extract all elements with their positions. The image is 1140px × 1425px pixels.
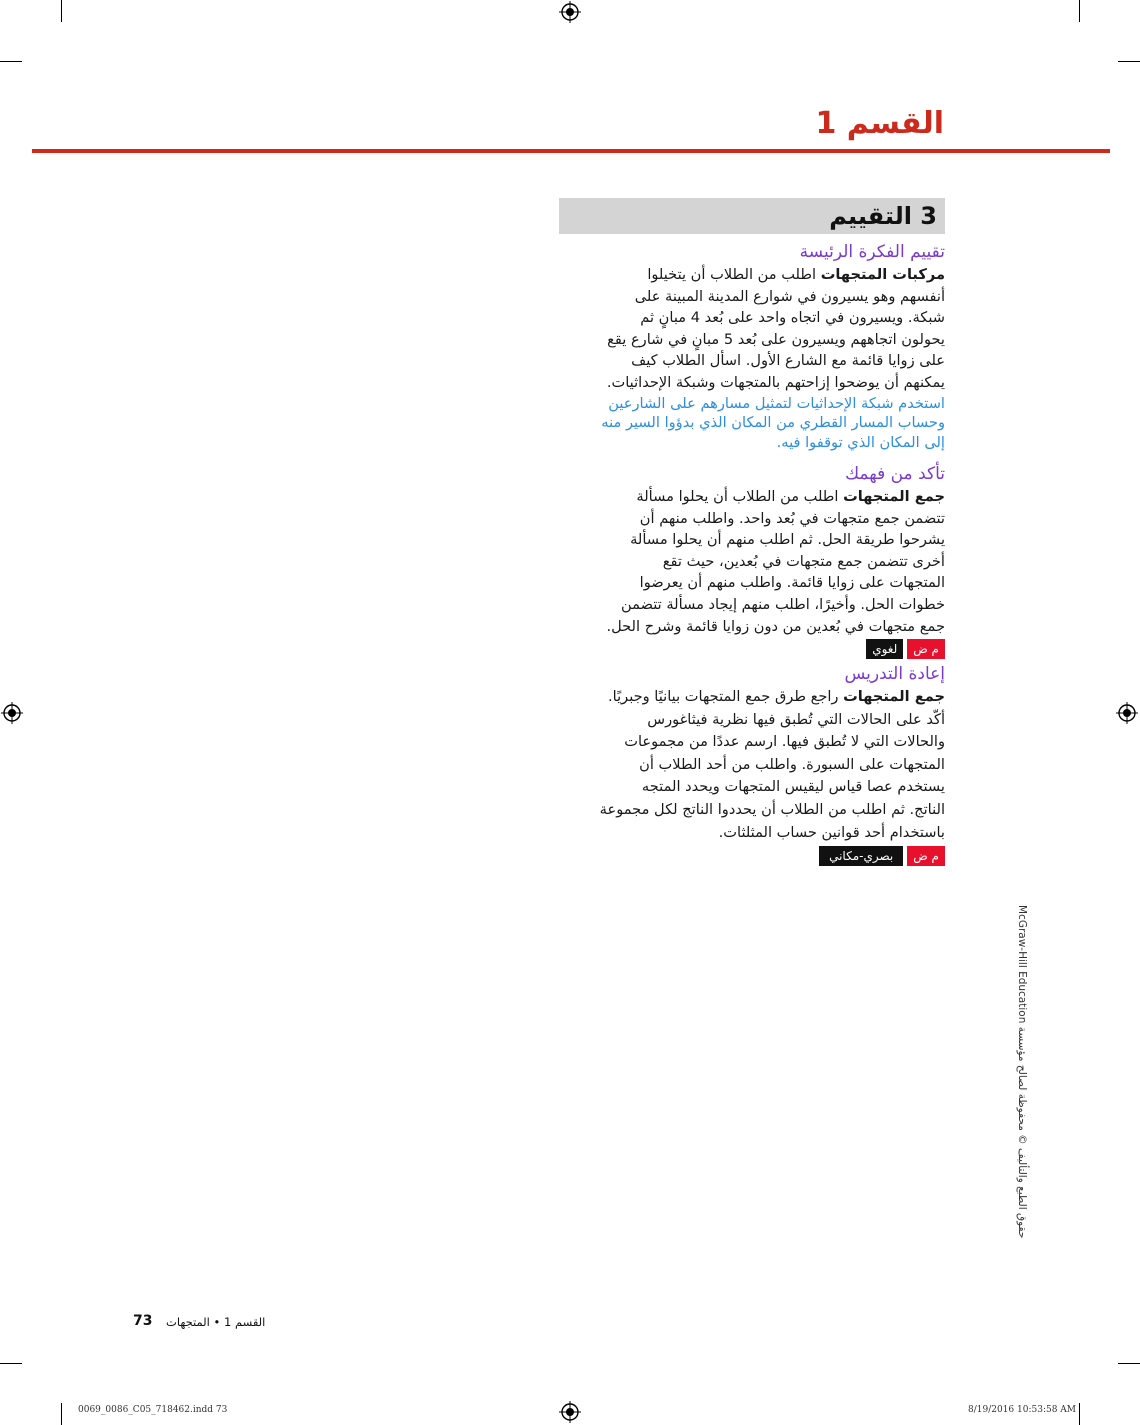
crop-mark	[61, 1403, 62, 1425]
text-line: يحولون اتجاههم ويسيرون على بُعد 5 مبانٍ في شارع يقع	[607, 330, 945, 348]
crop-mark	[61, 0, 62, 22]
tag-row	[553, 846, 945, 866]
lesson-title: 3 التقييم	[829, 202, 937, 230]
slug-file: 0069_0086_C05_718462.indd 73	[78, 1405, 228, 1415]
text-line: يمكنهم أن يوضحوا إزاحتهم بالمتجهات وشبكة الإحداثيات.	[606, 373, 945, 391]
text-line: المتجهات على السبورة. واطلب من أحد الطلاب أن	[639, 755, 945, 773]
registration-mark-icon	[1116, 702, 1138, 724]
answer-line: استخدم شبكة الإحداثيات لتمثيل مسارهم على الشارعين	[608, 394, 945, 412]
block-reteach	[553, 662, 945, 866]
tag-row	[553, 639, 945, 659]
block-heading: إعادة التدريس	[844, 664, 945, 684]
crop-mark	[1079, 0, 1080, 22]
section-title: القسم 1	[815, 106, 944, 141]
text-line: أنفسهم وهو يسيرون في شوارع المدينة المبينة على	[634, 287, 945, 305]
footer-section-label: القسم 1 • المتجهات	[166, 1315, 266, 1329]
tag-badge: م ض	[907, 639, 945, 659]
text-line: يشرحوا طريقة الحل. ثم اطلب منهم أن يحلوا مسألة	[630, 531, 945, 549]
registration-mark-icon	[559, 1401, 581, 1423]
block-main-idea	[553, 240, 945, 452]
copyright-sidebar	[1018, 905, 1038, 1265]
block-heading: تقييم الفكرة الرئيسة	[799, 242, 945, 262]
copyright-text: حقوق الطبع والتأليف © محفوظة لصالح مؤسسة McGraw-Hill Education	[1016, 905, 1028, 1239]
text-line: خطوات الحل. وأخيرًا، اطلب منهم إيجاد مسألة تتضمن	[621, 595, 945, 613]
crop-mark	[0, 1363, 22, 1364]
crop-mark	[1079, 1403, 1080, 1425]
answer-line: إلى المكان الذي توقفوا فيه.	[776, 433, 945, 451]
registration-mark-icon	[559, 1, 581, 23]
text-line: جمع متجهات في بُعدين من دون زوايا قائمة وشرح الحل.	[606, 617, 945, 635]
text-line: شبكة. ويسيرون في اتجاه واحد على بُعد 4 مبانٍ ثم	[640, 309, 945, 327]
crop-mark	[0, 61, 22, 62]
text-line: على زوايا قائمة مع الشارع الأول. اسأل الطلاب كيف	[631, 352, 945, 370]
text-line: أخرى تتضمن جمع متجهات في بُعدين، حيث تقع	[662, 552, 945, 570]
text-line: أكّد على الحالات التي تُطبق فيها نظرية فيثاغورس	[647, 710, 945, 728]
tag-badge: م ض	[907, 846, 945, 866]
crop-mark	[1118, 61, 1140, 62]
crop-mark	[1118, 1363, 1140, 1364]
slug-date: 8/19/2016 10:53:58 AM	[968, 1405, 1077, 1415]
tag-badge: بصري-مكاني	[819, 846, 903, 866]
text-line: يستخدم عصا قياس ليقيس المتجهات ويحدد المتجه	[641, 778, 945, 796]
text-line: والحالات التي لا تُطبق فيها. ارسم عددًا من مجموعات	[624, 733, 945, 751]
text-line: باستخدام أحد قوانين حساب المثلثات.	[718, 823, 945, 841]
text-line: جمع المتجهات راجع طرق جمع المتجهات بيانيًا وجبريًا.	[608, 688, 945, 705]
text-line: الناتج. ثم اطلب من الطلاب أن يحددوا الناتج لكل مجموعة	[599, 800, 945, 818]
lesson-title-bar	[559, 198, 945, 234]
text-line: المتجهات على زوايا قائمة. واطلب منهم أن يعرضوا	[639, 574, 945, 592]
header-rule	[32, 149, 1110, 153]
text-line: جمع المتجهات اطلب من الطلاب أن يحلوا مسألة	[636, 488, 945, 505]
registration-mark-icon	[1, 702, 23, 724]
block-check-understanding	[553, 462, 945, 659]
text-line: مركبات المتجهات اطلب من الطلاب أن يتخيلوا	[647, 266, 945, 283]
tag-badge: لغوي	[866, 639, 903, 659]
answer-line: وحساب المسار القطري من المكان الذي بدؤوا السير منه	[601, 414, 945, 432]
text-line: تتضمن جمع متجهات في بُعد واحد. واطلب منهم أن	[639, 509, 945, 527]
block-heading: تأكد من فهمك	[845, 464, 945, 484]
page-number: 73	[133, 1313, 153, 1329]
